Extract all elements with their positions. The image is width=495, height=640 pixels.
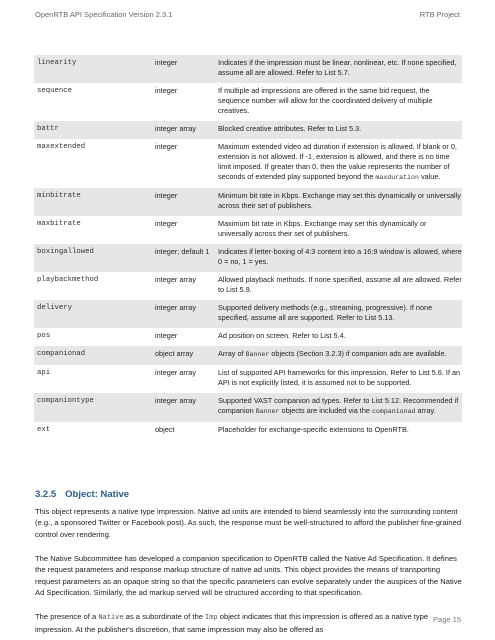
attribute-type: integer xyxy=(155,331,178,340)
text-run: array. xyxy=(415,406,436,415)
text-run: object indicates that this impression is offered as a native type impression. At the publisher's discretion, that same impression may also be offered as xyxy=(35,612,429,635)
body-paragraph xyxy=(35,506,463,540)
table-row xyxy=(34,188,462,216)
attribute-name: minbitrate xyxy=(37,192,81,200)
project-name: RTB Project xyxy=(419,10,460,19)
section-title: Object: Native xyxy=(65,489,130,500)
text-run: objects are included via the xyxy=(279,406,372,415)
table-row xyxy=(34,300,462,328)
text-run: The presence of a xyxy=(35,612,99,621)
document-title: OpenRTB API Specification Version 2.3.1 xyxy=(35,10,173,19)
attribute-description xyxy=(218,368,462,388)
text-run: The Native Subcommittee has developed a companion specification to OpenRTB called the Native Ad Specification. It defines the request parameters and response markup structure of native ad units. This object provides the means of transporting request parameters as an opaque string so that the specific parameters can evolve separately under the auspices of the Native Ad Specification. Similarly, the ad markup served will be structured according to that specification. xyxy=(35,554,462,598)
attribute-description xyxy=(218,247,462,267)
attribute-name: maxbitrate xyxy=(37,220,81,228)
attribute-name: api xyxy=(37,369,51,377)
table-row xyxy=(34,365,462,393)
attribute-description xyxy=(218,396,462,417)
attribute-description xyxy=(218,58,462,78)
attribute-type: integer xyxy=(155,58,178,67)
attribute-name: ext xyxy=(37,426,51,434)
text-run: as a subordinate of the xyxy=(123,612,206,621)
table-row xyxy=(34,83,462,121)
text-run: value. xyxy=(418,172,441,181)
text-run: Placeholder for exchange-specific extensions to OpenRTB. xyxy=(218,425,409,434)
attribute-description xyxy=(218,349,462,360)
text-run: Indicates if the impression must be linear, nonlinear, etc. If none specified, assume all are allowed. Refer to List 5.7. xyxy=(218,58,457,77)
inline-code: Banner xyxy=(255,408,280,415)
attribute-type: object xyxy=(155,425,175,434)
attribute-type: integer array xyxy=(155,275,196,284)
attribute-type: integer array xyxy=(155,303,196,312)
attribute-name: battr xyxy=(37,125,59,133)
text-run: Maximum bit rate in Kbps. Exchange may set this dynamically or universally across their set of publishers. xyxy=(218,219,427,238)
table-row xyxy=(34,121,462,139)
attribute-name: companiontype xyxy=(37,397,94,405)
section-heading xyxy=(35,489,129,500)
attribute-name: linearity xyxy=(37,59,77,67)
attribute-type: integer array xyxy=(155,124,196,133)
section-number: 3.2.5 xyxy=(35,489,57,500)
text-run: This object represents a native type impression. Native ad units are intended to blend seamlessly into the surrounding content (e.g., a sponsored Twitter or Facebook post). As such, the response must be well-structured to afford the publisher fine-grained control over rendering. xyxy=(35,507,462,539)
text-run: Supported delivery methods (e.g., streaming, progressive). If none specified, assume all are supported. Refer to List 5.13. xyxy=(218,303,433,322)
attribute-description xyxy=(218,86,462,116)
attribute-type: integer array xyxy=(155,396,196,405)
attribute-type: integer xyxy=(155,191,178,200)
table-row xyxy=(34,216,462,244)
inline-code: Native xyxy=(98,614,124,622)
attribute-name: sequence xyxy=(37,87,73,95)
attribute-description xyxy=(218,124,462,134)
table-row xyxy=(34,244,462,272)
attribute-type: integer xyxy=(155,142,178,151)
inline-code: Banner xyxy=(245,351,270,358)
text-run: List of supported API frameworks for this impression. Refer to List 5.6. If an API is not explicitly listed, it is assumed not to be supported. xyxy=(218,368,461,387)
attribute-description xyxy=(218,275,462,295)
attribute-name: delivery xyxy=(37,304,73,312)
inline-code: Imp xyxy=(205,614,218,622)
text-run: Allowed playback methods. If none specified, assume all are allowed. Refer to List 5.9. xyxy=(218,275,462,294)
inline-code: companionad xyxy=(371,408,416,415)
attribute-description xyxy=(218,425,462,435)
text-run: Indicates if letter-boxing of 4:3 content into a 16:9 window is allowed, where 0 = no, 1 = yes. xyxy=(218,247,462,266)
table-row xyxy=(34,346,462,365)
attribute-name: pos xyxy=(37,332,51,340)
text-run: Array of xyxy=(218,349,246,358)
attribute-type: integer xyxy=(155,219,178,228)
attribute-name: boxingallowed xyxy=(37,248,94,256)
inline-code: maxduration xyxy=(375,174,419,181)
text-run: Minimum bit rate in Kbps. Exchange may set this dynamically or universally across their set of publishers. xyxy=(218,191,461,210)
attribute-description xyxy=(218,142,462,183)
body-paragraph xyxy=(35,553,463,599)
attribute-description xyxy=(218,331,462,341)
table-row xyxy=(34,272,462,300)
table-row xyxy=(34,139,462,188)
text-run: Ad position on screen. Refer to List 5.4. xyxy=(218,331,346,340)
body-paragraph xyxy=(35,611,463,636)
text-run: If multiple ad impressions are offered in the same bid request, the sequence number will allow for the coordinated delivery of multiple creatives. xyxy=(218,86,433,115)
page-header xyxy=(35,10,460,24)
table-row xyxy=(34,328,462,346)
attribute-type: integer xyxy=(155,86,178,95)
table-row xyxy=(34,393,462,422)
text-run: Supported VAST companion ad types. Refer to List 5.12. Recommended if companion xyxy=(218,396,459,415)
text-run: Maximum extended video ad duration if extension is allowed. If blank or 0, extension is not allowed. If -1, extension is allowed, and there is no time limit imposed. If greater than 0, then the value represents the number of seconds of extended play supported beyond the xyxy=(218,142,457,181)
attribute-name: maxextended xyxy=(37,143,86,151)
attribute-type: object array xyxy=(155,349,194,358)
table-row xyxy=(34,422,462,440)
page-number: Page 15 xyxy=(433,615,461,624)
attribute-name: playbackmethod xyxy=(37,276,99,284)
table-row xyxy=(34,55,462,83)
attribute-type: integer array xyxy=(155,368,196,377)
attribute-type: integer; default 1 xyxy=(155,247,210,256)
attribute-name: companionad xyxy=(37,350,86,358)
text-run: Blocked creative attributes. Refer to List 5.3. xyxy=(218,124,362,133)
attribute-description xyxy=(218,191,462,211)
attribute-description xyxy=(218,219,462,239)
text-run: objects (Section 3.2.3) if companion ads are available. xyxy=(269,349,447,358)
attribute-description xyxy=(218,303,462,323)
attribute-table xyxy=(34,55,462,440)
